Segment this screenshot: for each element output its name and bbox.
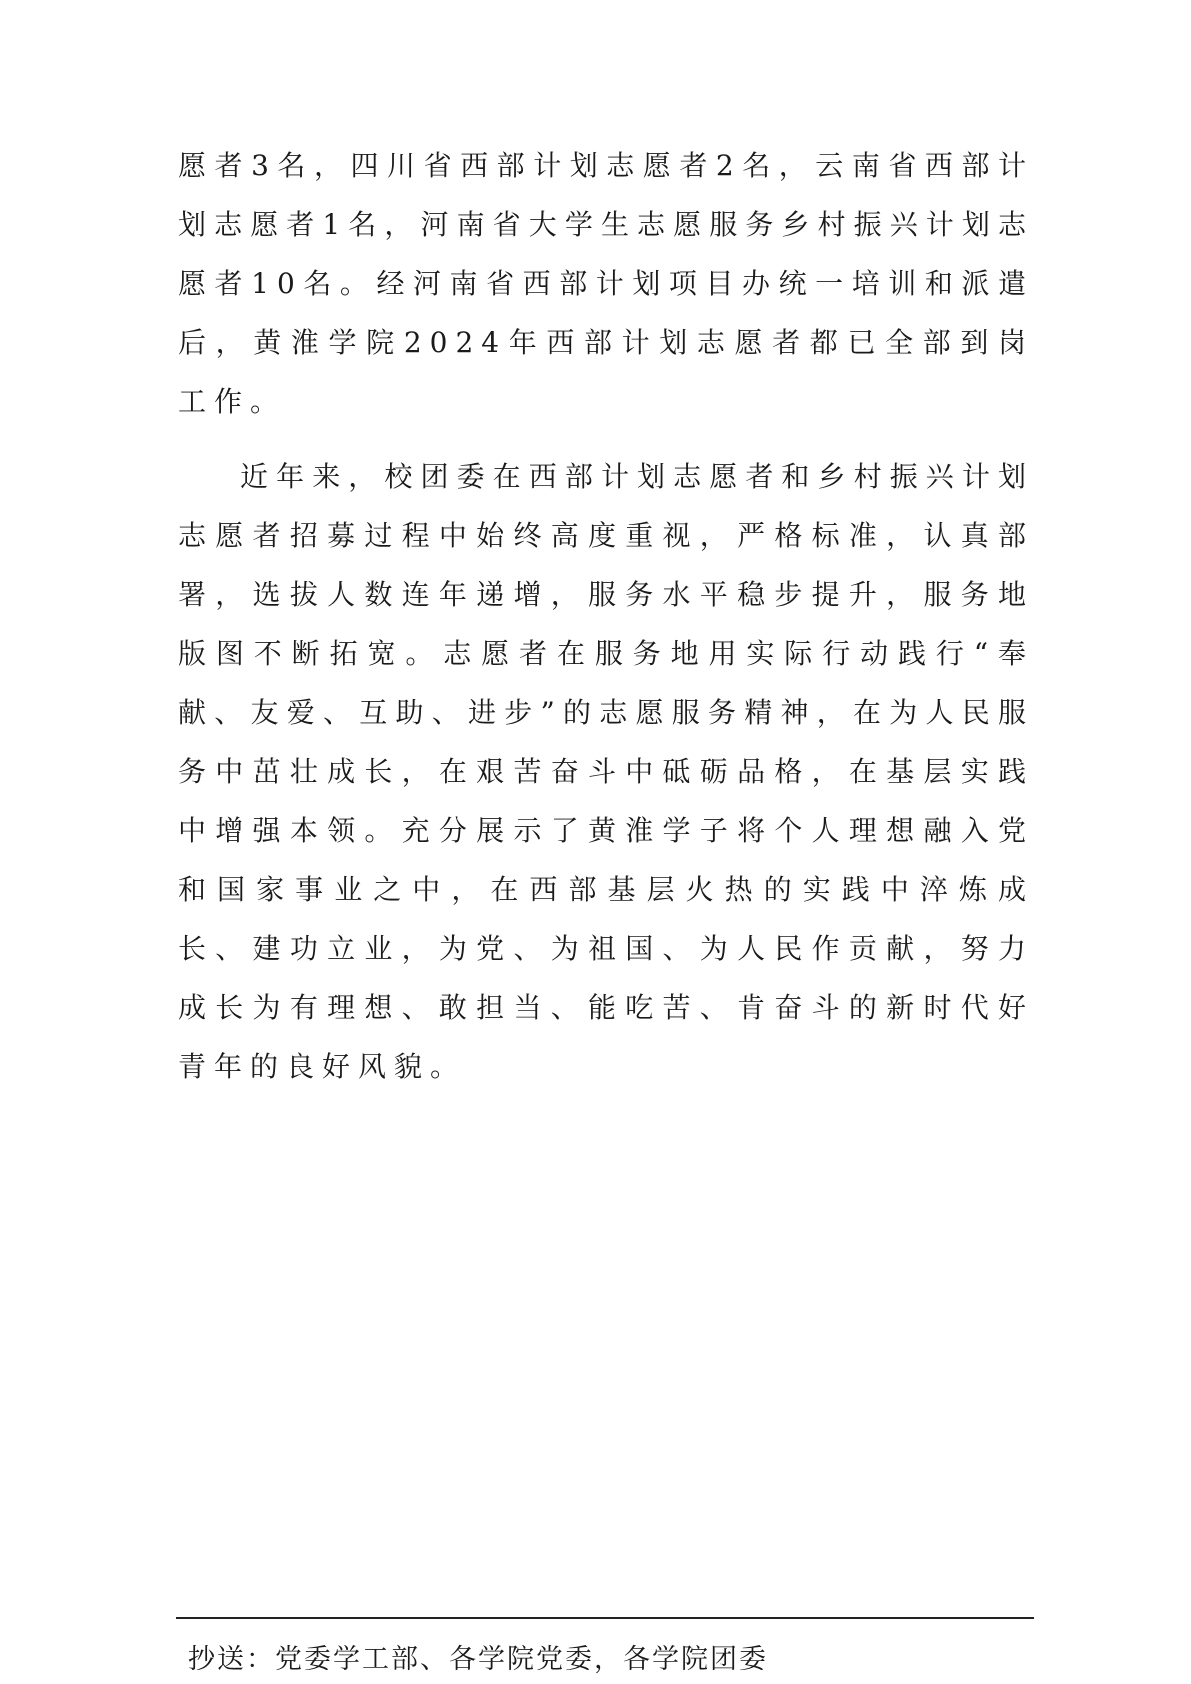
body-paragraph-continued: 愿者3名，四川省西部计划志愿者2名，云南省西部计划志愿者1名，河南省大学生志愿服务乡村振兴计划志愿者10名。经河南省西部计划项目办统一培训和派遣后，黄淮学院2024年西部计划志愿者都已全部到岗工作。 <box>178 149 1034 418</box>
footer-divider <box>176 1617 1034 1619</box>
cc-recipients: 党委学工部、各学院党委，各学院团委 <box>275 1644 768 1675</box>
cc-line <box>188 1643 768 1677</box>
document-body <box>178 136 1034 1096</box>
cc-label: 抄送： <box>188 1644 275 1675</box>
body-paragraph-summary: 近年来，校团委在西部计划志愿者和乡村振兴计划志愿者招募过程中始终高度重视，严格标准，认真部署，选拔人数连年递增，服务水平稳步提升，服务地版图不断拓宽。志愿者在服务地用实际行动践行“奉献、友爱、互助、进步”的志愿服务精神，在为人民服务中茁壮成长，在艰苦奋斗中砥砺品格，在基层实践中增强本领。充分展示了黄淮学子将个人理想融入党和国家事业之中，在西部基层火热的实践中淬炼成长、建功立业，为党、为祖国、为人民作贡献，努力成长为有理想、敢担当、能吃苦、肯奋斗的新时代好青年的良好风貌。 <box>178 460 1034 1083</box>
